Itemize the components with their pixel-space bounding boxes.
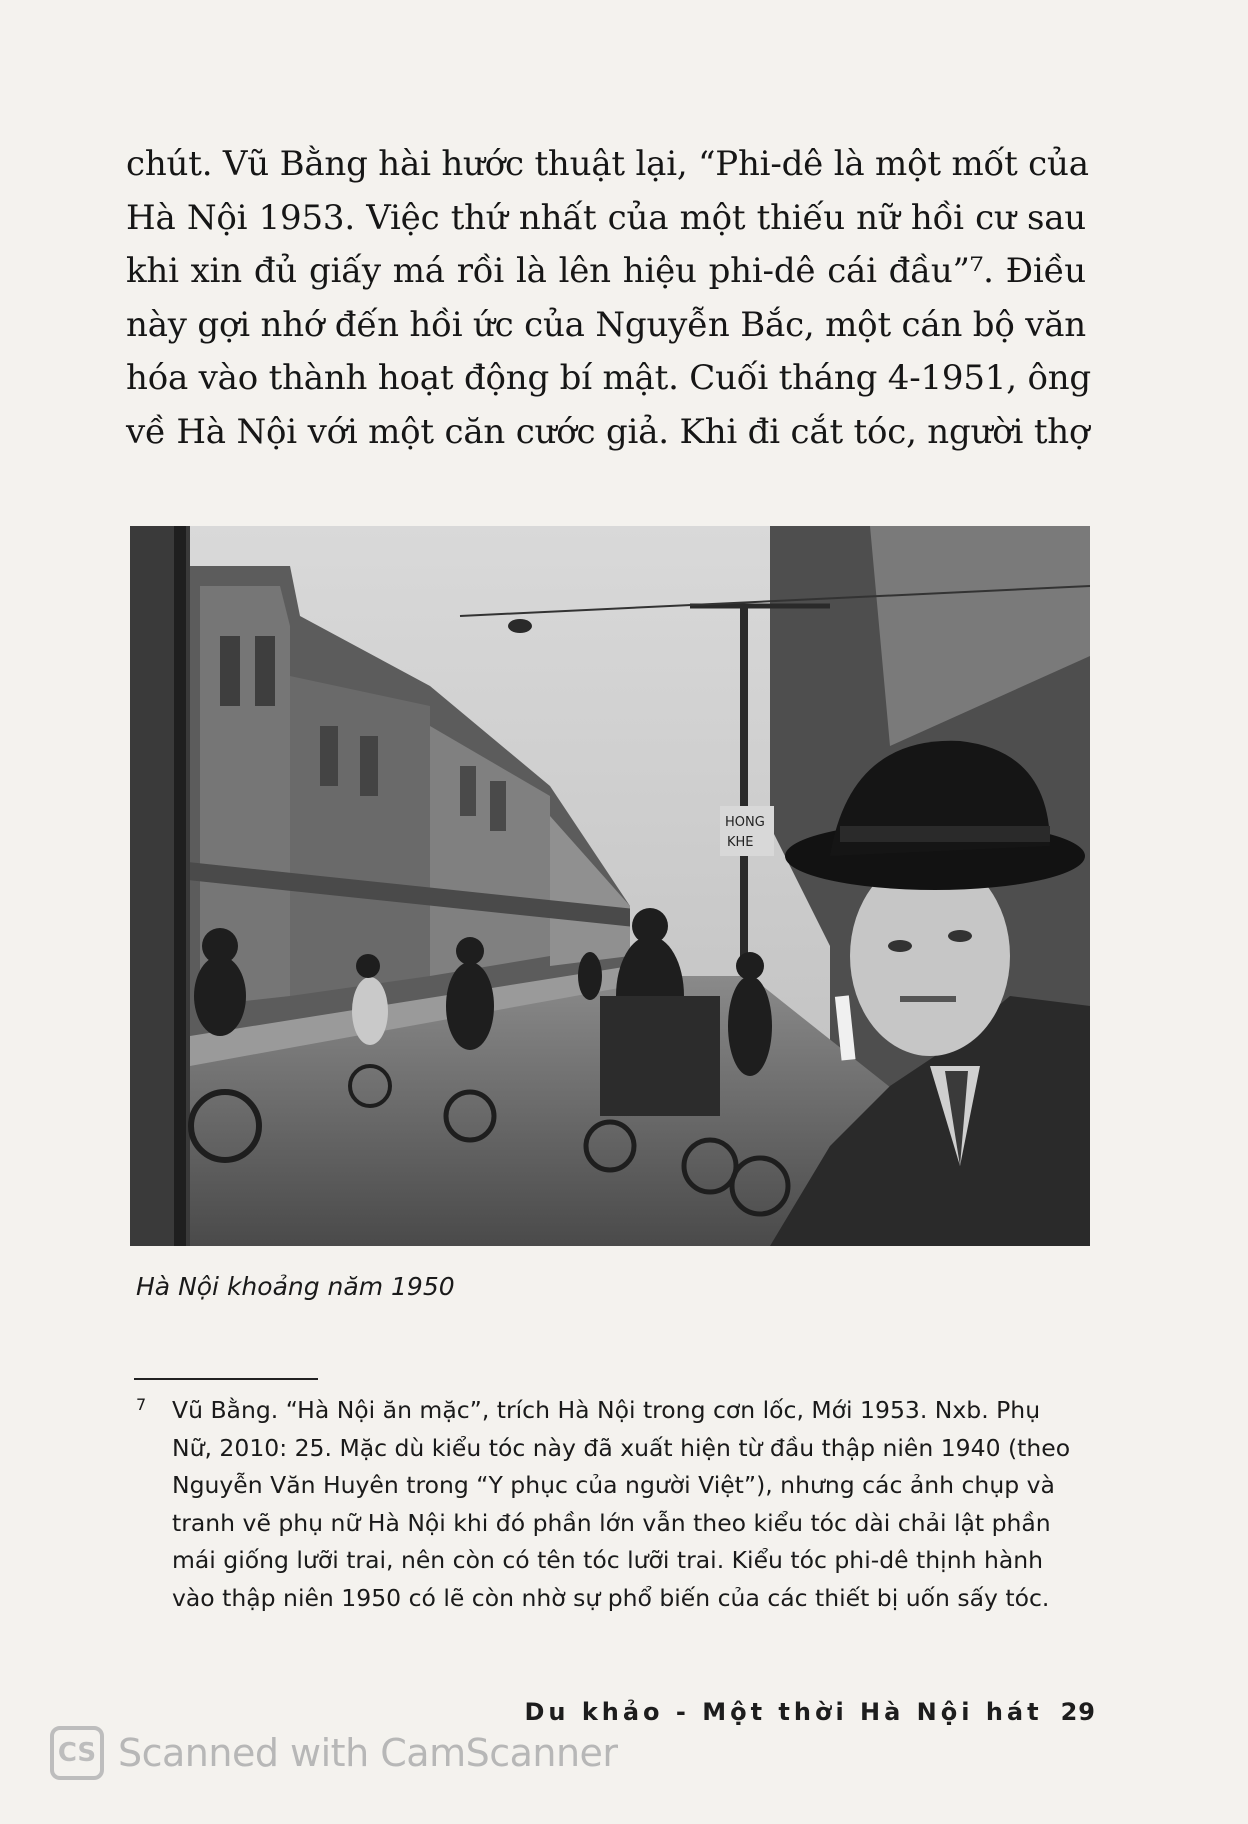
body-paragraph: [126, 138, 1091, 460]
body-line: về Hà Nội với một căn cước giả. Khi đi cắt tóc, người thợ: [126, 411, 1090, 452]
footnote-divider: [134, 1378, 318, 1380]
camscanner-logo-icon: CS: [50, 1726, 104, 1780]
watermark-text: Scanned with CamScanner: [118, 1731, 618, 1775]
footnote-line: Vũ Bằng. “Hà Nội ăn mặc”, trích Hà Nội trong cơn lốc, Mới 1953. Nxb. Phụ: [172, 1396, 1041, 1424]
body-line: Hà Nội 1953. Việc thứ nhất của một thiếu nữ hồi cư sau: [126, 197, 1086, 238]
footnote-line: tranh vẽ phụ nữ Hà Nội khi đó phần lớn vẫn theo kiểu tóc dài chải lật phần: [172, 1508, 1051, 1537]
body-line: này gợi nhớ đến hồi ức của Nguyễn Bắc, một cán bộ văn: [126, 304, 1086, 345]
street-photo: [130, 526, 1090, 1246]
shop-sign-text: HONG: [725, 815, 765, 830]
body-line: hóa vào thành hoạt động bí mật. Cuối tháng 4-1951, ông: [126, 358, 1091, 399]
footnote-line: Nguyễn Văn Huyên trong “Y phục của người Việt”), nhưng các ảnh chụp và: [172, 1471, 1055, 1500]
footnote-line: vào thập niên 1950 có lẽ còn nhờ sự phổ biến của các thiết bị uốn sấy tóc.: [172, 1583, 1050, 1612]
photo-caption: Hà Nội khoảng năm 1950: [136, 1272, 455, 1301]
running-footer: [524, 1698, 1096, 1726]
footnote: [134, 1392, 1090, 1618]
page-number: 29: [1060, 1698, 1096, 1726]
shop-sign-text: KHE: [727, 835, 754, 850]
footnote-marker: 7: [136, 1395, 147, 1414]
footnote-line: Nữ, 2010: 25. Mặc dù kiểu tóc này đã xuất hiện từ đầu thập niên 1940 (theo: [172, 1433, 1071, 1462]
body-line: chút. Vũ Bằng hài hước thuật lại, “Phi-dê là một mốt của: [126, 144, 1089, 184]
camscanner-watermark: [50, 1726, 618, 1780]
footnote-line: mái giống lưỡi trai, nên còn có tên tóc lưỡi trai. Kiểu tóc phi-dê thịnh hành: [172, 1546, 1044, 1575]
body-line: khi xin đủ giấy má rồi là lên hiệu phi-dê cái đầu”⁷. Điều: [126, 251, 1086, 292]
running-title: Du khảo - Một thời Hà Nội hát: [524, 1698, 1043, 1726]
